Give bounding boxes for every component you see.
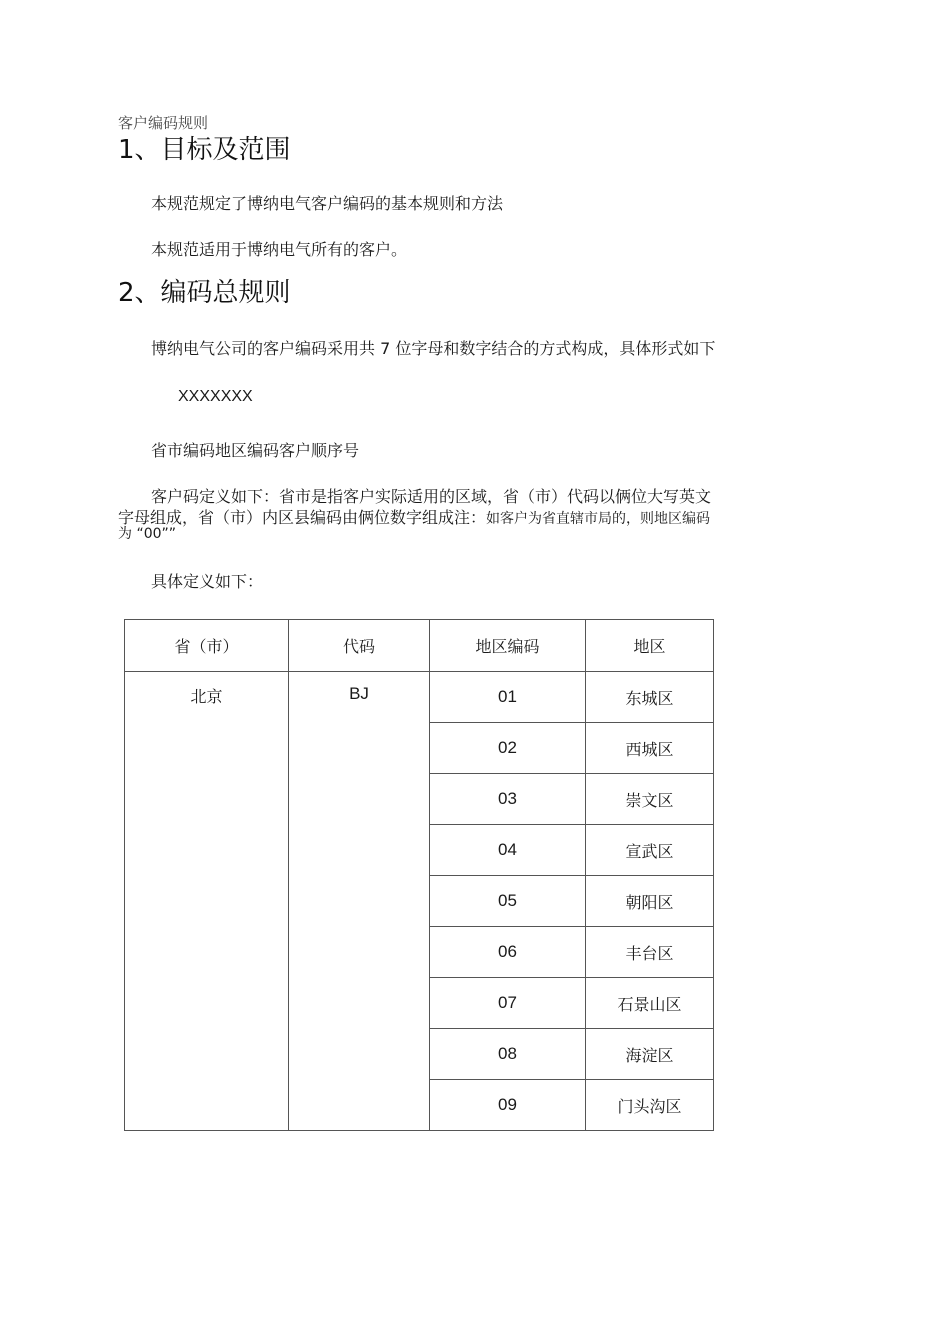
code-pattern: XXXXXXX (178, 388, 253, 405)
area-code-cell: 08 (430, 1029, 586, 1080)
area-name-cell: 宣武区 (586, 825, 714, 876)
area-code-cell: 02 (430, 723, 586, 774)
definition-line-2-main: 字母组成，省（市）内区县编码由俩位数字组成注： (118, 508, 487, 527)
section-2-intro: 博纳电气公司的客户编码采用共 7 位字母和数字结合的方式构成，具体形式如下 (151, 339, 716, 358)
province-cell: 北京 (125, 672, 289, 1131)
table-row (125, 672, 714, 723)
area-code-cell: 05 (430, 876, 586, 927)
definition-line-2-note: 如客户为省直辖市局的，则地区编码 (486, 511, 711, 527)
area-code-cell: 04 (430, 825, 586, 876)
table-header-row (125, 620, 714, 672)
area-name-cell: 朝阳区 (586, 876, 714, 927)
document-label: 客户编码规则 (118, 114, 209, 132)
definition-line-3: 为 “00”” (118, 526, 177, 542)
area-name-cell: 丰台区 (586, 927, 714, 978)
area-name-cell: 海淀区 (586, 1029, 714, 1080)
area-name-cell: 门头沟区 (586, 1080, 714, 1131)
header-area-code: 地区编码 (430, 620, 586, 672)
area-name-cell: 石景山区 (586, 978, 714, 1029)
section-1-paragraph-1: 本规范规定了博纳电气客户编码的基本规则和方法 (151, 194, 504, 213)
header-code: 代码 (289, 620, 430, 672)
section-1-paragraph-2: 本规范适用于博纳电气所有的客户。 (151, 240, 408, 259)
area-name-cell: 西城区 (586, 723, 714, 774)
header-area: 地区 (586, 620, 714, 672)
definition-line-1: 客户码定义如下：省市是指客户实际适用的区域，省（市）代码以俩位大写英文 (151, 487, 712, 506)
province-code-cell: BJ (289, 672, 430, 1131)
definition-line-2 (118, 505, 710, 528)
area-code-cell: 03 (430, 774, 586, 825)
area-code-cell: 01 (430, 672, 586, 723)
header-province: 省（市） (125, 620, 289, 672)
detail-intro: 具体定义如下： (151, 572, 264, 591)
area-code-cell: 07 (430, 978, 586, 1029)
section-1-heading: 1、目标及范围 (118, 135, 291, 165)
area-code-cell: 09 (430, 1080, 586, 1131)
area-code-cell: 06 (430, 927, 586, 978)
code-pattern-legend: 省市编码地区编码客户顺序号 (151, 441, 360, 460)
section-2-heading: 2、编码总规则 (118, 278, 291, 308)
area-name-cell: 崇文区 (586, 774, 714, 825)
area-name-cell: 东城区 (586, 672, 714, 723)
region-code-table (124, 619, 714, 1131)
